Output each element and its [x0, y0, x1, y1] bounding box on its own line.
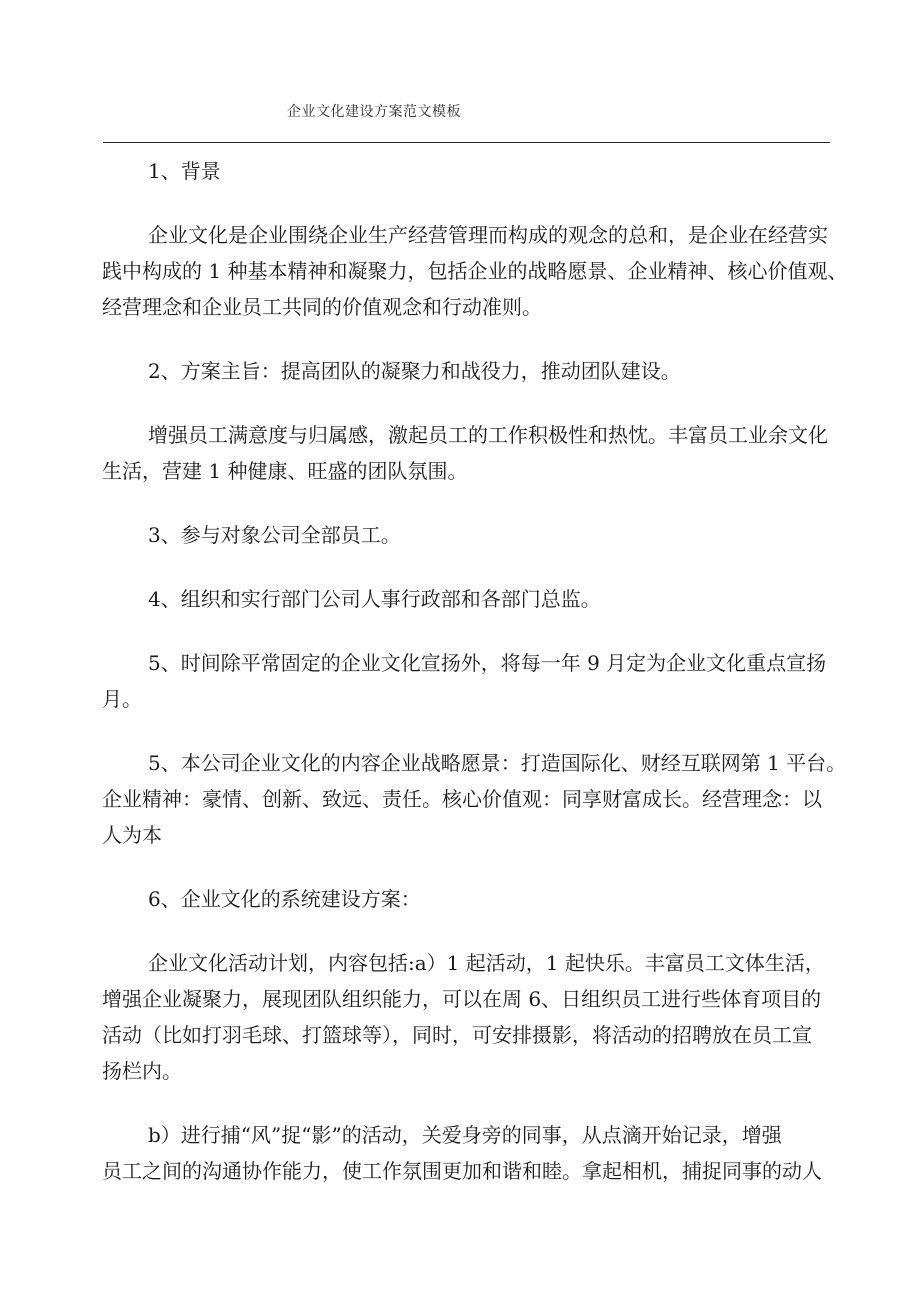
- text-line: 3、参与对象公司全部员工。: [148, 523, 401, 547]
- document-body: [102, 153, 848, 1217]
- paragraph-time: [102, 645, 832, 717]
- text-line: 企业文化活动计划，内容包括:a）1 起活动，1 起快乐。丰富员工文体生活，: [148, 951, 825, 975]
- paragraph-background-body: [102, 217, 848, 325]
- paragraph-participants: [148, 517, 832, 553]
- text-line: 增强企业凝聚力，展现团队组织能力，可以在周 6、日组织员工进行些体育项目的: [102, 987, 822, 1011]
- text-line: 月。: [102, 687, 142, 711]
- text-line: 践中构成的 1 种基本精神和凝聚力，包括企业的战略愿景、企业精神、核心价值观、: [102, 259, 848, 283]
- text-line: 人为本: [102, 823, 162, 847]
- text-line: 1、背景: [148, 159, 221, 183]
- header-divider: [103, 142, 830, 143]
- text-line: 生活，营建 1 种健康、旺盛的团队氛围。: [102, 459, 468, 483]
- paragraph-activity-plan: [102, 945, 832, 1089]
- text-line: 增强员工满意度与归属感，激起员工的工作积极性和热忱。丰富员工业余文化: [148, 423, 828, 447]
- text-line: 员工之间的沟通协作能力，使工作氛围更加和谐和睦。拿起相机，捕捉同事的动人: [102, 1159, 822, 1183]
- text-line: 经营理念和企业员工共同的价值观念和行动准则。: [102, 295, 542, 319]
- text-line: 5、时间除平常固定的企业文化宣扬外，将每一年 9 月定为企业文化重点宣扬: [148, 651, 827, 675]
- text-line: 扬栏内。: [102, 1059, 182, 1083]
- header-title: 企业文化建设方案范文模板: [287, 104, 461, 120]
- text-line: 活动（比如打羽毛球、打篮球等），同时，可安排摄影，将活动的招聘放在员工宣: [102, 1023, 812, 1047]
- text-line: 4、组织和实行部门公司人事行政部和各部门总监。: [148, 587, 601, 611]
- paragraph-photo-activity: [102, 1117, 832, 1189]
- text-line: 企业文化是企业围绕企业生产经营管理而构成的观念的总和，是企业在经营实: [148, 223, 828, 247]
- text-line: 2、方案主旨：提高团队的凝聚力和战役力，推动团队建设。: [148, 359, 681, 383]
- paragraph-background-heading: [148, 153, 832, 189]
- paragraph-purpose: [148, 353, 832, 389]
- paragraph-culture-content: [102, 745, 847, 853]
- paragraph-purpose-body: [102, 417, 832, 489]
- paragraph-organizers: [148, 581, 832, 617]
- text-line: b）进行捕“风”捉“影”的活动，关爱身旁的同事，从点滴开始记录，增强: [148, 1123, 782, 1147]
- text-line: 6、企业文化的系统建设方案：: [148, 887, 421, 911]
- text-line: 企业精神：豪情、创新、致远、责任。核心价值观：同享财富成长。经营理念：以: [102, 787, 822, 811]
- text-line: 5、本公司企业文化的内容企业战略愿景：打造国际化、财经互联网第 1 平台。: [148, 751, 847, 775]
- paragraph-system-plan-heading: [148, 881, 832, 917]
